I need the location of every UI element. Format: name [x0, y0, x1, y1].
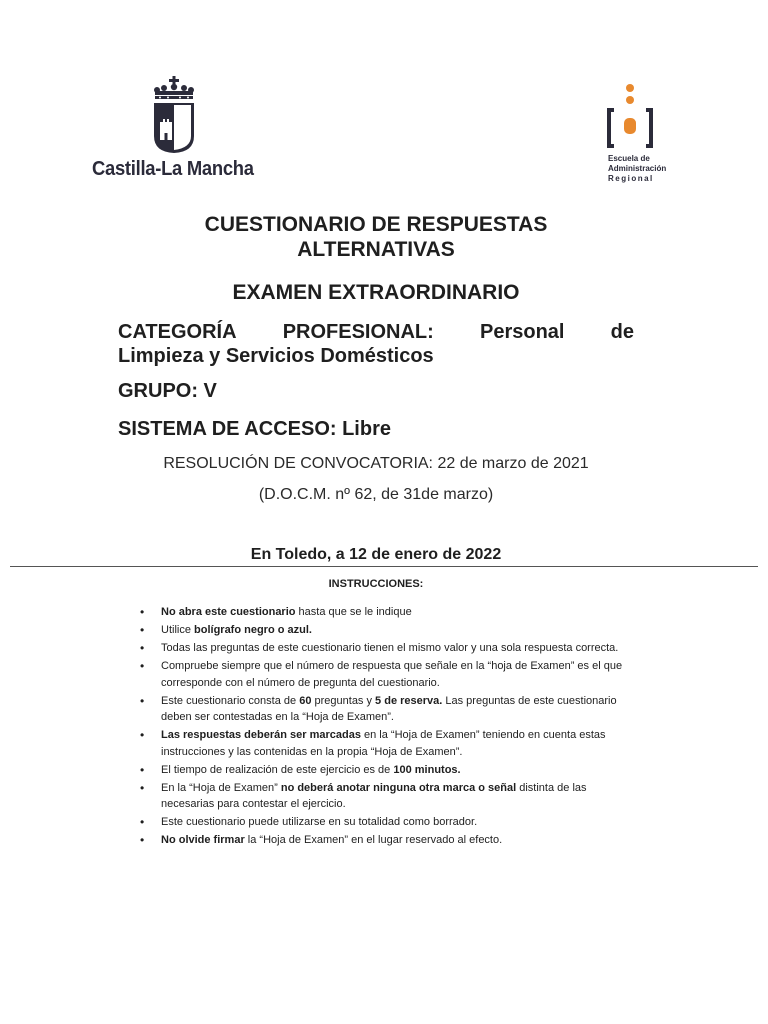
- category-line-1: [118, 320, 634, 344]
- instruction-item: • No abra este cuestionario hasta que se le indique: [138, 604, 628, 621]
- jccm-crest-icon: [152, 76, 198, 154]
- ear-line-3: Regional: [608, 174, 654, 183]
- instruction-item: • Este cuestionario consta de 60 preguntas y 5 de reserva. Las preguntas de este cuestionario deben ser contestadas en la “Hoja de Examen”.: [138, 693, 628, 726]
- castilla-la-mancha-wordmark: Castilla-La Mancha: [92, 158, 254, 180]
- instruction-item: • No olvide firmar la “Hoja de Examen” en el lugar reservado al efecto.: [138, 832, 628, 849]
- title-line-2: ALTERNATIVAS: [297, 238, 455, 261]
- instruction-item: • Este cuestionario puede utilizarse en su totalidad como borrador.: [138, 814, 628, 831]
- instruction-item: • Las respuestas deberán ser marcadas en la “Hoja de Examen” teniendo en cuenta estas instrucciones y las contenidas en la propia “Hoja de Examen”.: [138, 727, 628, 760]
- docm-reference: (D.O.C.M. nº 62, de 31de marzo): [258, 486, 494, 503]
- category-word-2: PROFESIONAL:: [282, 321, 434, 343]
- instruction-item: • Compruebe siempre que el número de respuesta que señale en la “hoja de Examen” es el que corresponde con el número de pregunta del cuestionario.: [138, 658, 628, 691]
- category-word-3: Personal: [479, 321, 565, 343]
- convocatoria-resolution: RESOLUCIÓN DE CONVOCATORIA: 22 de marzo de 2021: [163, 455, 589, 472]
- document-title: [100, 212, 652, 262]
- escuela-administracion-regional-logo: [604, 84, 674, 189]
- ear-line-1: Escuela de: [608, 154, 650, 163]
- instructions-list: [138, 604, 628, 850]
- instruction-item: • En la “Hoja de Examen” no deberá anotar ninguna otra marca o señal distinta de las necesarias para contestar el ejercicio.: [138, 780, 628, 813]
- exam-type-heading: EXAMEN EXTRAORDINARIO: [232, 281, 520, 304]
- ear-bracket-logo-icon: [604, 84, 664, 150]
- ear-wordmark: [608, 154, 666, 184]
- title-line-1: CUESTIONARIO DE RESPUESTAS: [204, 213, 548, 236]
- access-system-heading: SISTEMA DE ACCESO: Libre: [118, 418, 391, 440]
- professional-category: [118, 320, 634, 368]
- instructions-title: INSTRUCCIONES:: [328, 578, 424, 590]
- instruction-item: • Todas las preguntas de este cuestionario tienen el mismo valor y una sola respuesta correcta.: [138, 640, 628, 657]
- category-word-1: CATEGORÍA: [118, 321, 237, 343]
- group-heading: GRUPO: V: [118, 380, 217, 402]
- instruction-item: • Utilice bolígrafo negro o azul.: [138, 622, 628, 639]
- ear-line-2: Administración: [608, 164, 667, 173]
- horizontal-divider: [10, 566, 758, 567]
- instruction-item: • El tiempo de realización de este ejercicio es de 100 minutos.: [138, 762, 628, 779]
- category-line-2: Limpieza y Servicios Domésticos: [118, 345, 434, 367]
- place-and-date: En Toledo, a 12 de enero de 2022: [250, 546, 502, 563]
- category-word-4: de: [610, 321, 634, 343]
- castilla-la-mancha-logo: [92, 76, 262, 186]
